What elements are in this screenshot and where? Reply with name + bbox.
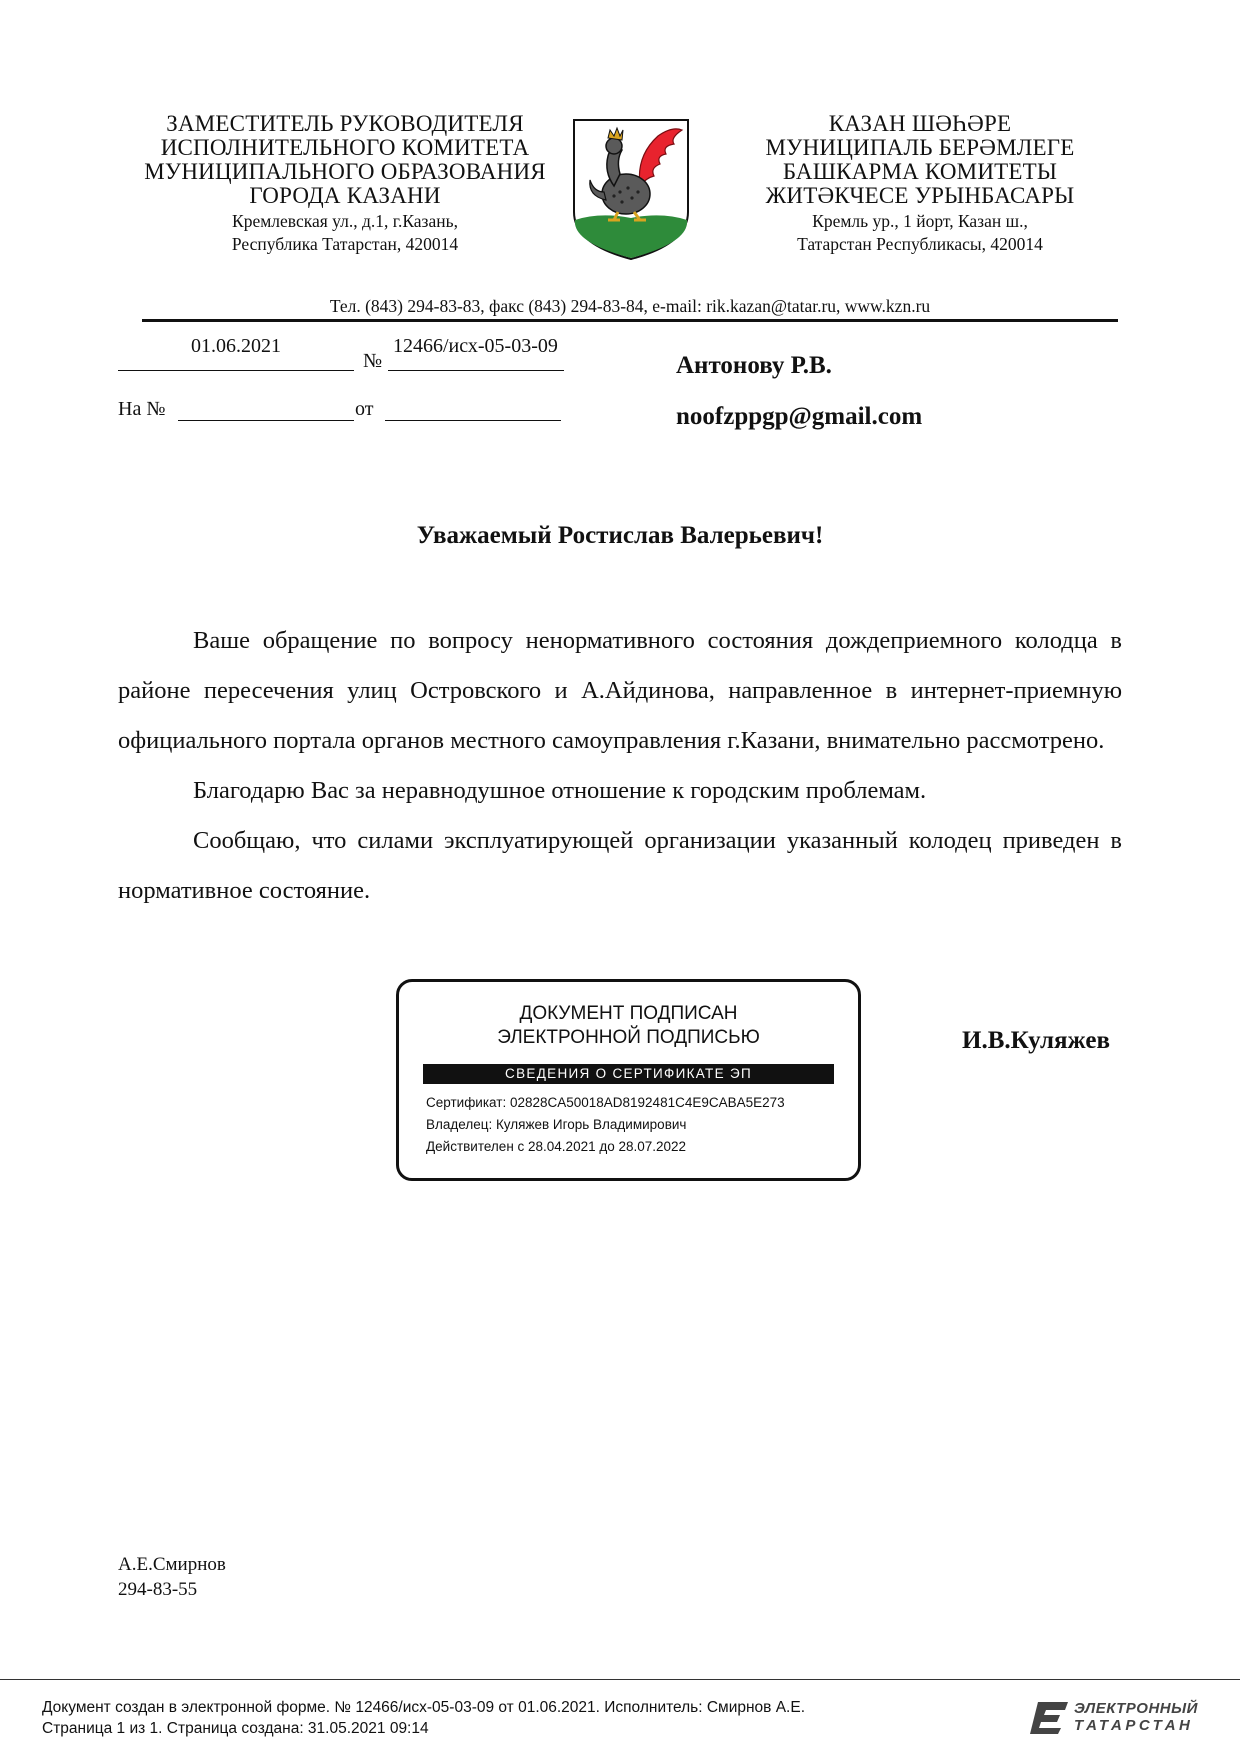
header-divider: [142, 319, 1118, 322]
footer-divider: [0, 1679, 1240, 1680]
footer-text: [42, 1697, 805, 1739]
number-label: №: [363, 350, 383, 372]
electronic-tatarstan-logo-icon: [1030, 1700, 1070, 1741]
executor-phone: 294-83-55: [118, 1579, 198, 1600]
stamp-certificate-bar: СВЕДЕНИЯ О СЕРТИФИКАТЕ ЭП: [423, 1064, 834, 1084]
paragraph: Сообщаю, что силами эксплуатирующей организации указанный колодец приведен в нормативное состояние.: [118, 827, 1122, 904]
from-label: от: [355, 398, 374, 420]
electronic-tatarstan-logo: [1030, 1698, 1200, 1738]
stamp-title: ДОКУМЕНТ ПОДПИСАН ЭЛЕКТРОННОЙ ПОДПИСЬЮ: [497, 1003, 760, 1048]
paragraph: Благодарю Вас за неравнодушное отношение к городским проблемам.: [193, 777, 927, 804]
header-right-title: КАЗАН ШӘҺӘРЕ МУНИЦИПАЛЬ БЕРӘМЛЕГЕ БАШКАРМА КОМИТЕТЫ ЖИТӘКЧЕСЕ УРЫНБАСАРЫ: [765, 111, 1075, 208]
recipient-name: Антонову Р.В.: [676, 352, 832, 379]
header-contacts: Тел. (843) 294-83-83, факс (843) 294-83-84, e-mail: rik.kazan@tatar.ru, www.kzn.ru: [329, 296, 931, 316]
letter-body: [118, 616, 1122, 916]
header-left: [120, 112, 570, 256]
paragraph: Ваше обращение по вопросу ненормативного состояния дождеприемного колодца в районе пересечения улиц Островского и А.Айдинова, направленное в интернет-приемную официального портала органов местного самоуправления г.Казани, внимательно рассмотрено.: [118, 627, 1122, 754]
ref-label: На №: [118, 398, 166, 420]
kazan-coat-of-arms-icon: [570, 116, 692, 262]
executor-name: А.Е.Смирнов: [118, 1554, 226, 1575]
stamp-details: [426, 1092, 858, 1158]
stamp-owner: Владелец: Куляжев Игорь Владимирович: [426, 1117, 687, 1132]
header-left-title: ЗАМЕСТИТЕЛЬ РУКОВОДИТЕЛЯ ИСПОЛНИТЕЛЬНОГО КОМИТЕТА МУНИЦИПАЛЬНОГО ОБРАЗОВАНИЯ ГОРОДА КАЗАНИ: [144, 111, 546, 208]
date-field: [118, 335, 354, 371]
ref-number-field: [178, 398, 354, 421]
logo-line-2: ТАТАРСТАН: [1074, 1717, 1194, 1734]
stamp-certificate: Сертификат: 02828CA50018AD8192481C4E9CABA5E273: [426, 1095, 785, 1110]
number-value: 12466/исх-05-03-09: [393, 335, 558, 357]
header-left-address: Кремлевская ул., д.1, г.Казань, Республика Татарстан, 420014: [231, 211, 459, 254]
signature-stamp: [396, 979, 861, 1181]
stamp-validity: Действителен с 28.04.2021 до 28.07.2022: [426, 1139, 687, 1154]
ref-date-field: [385, 398, 561, 421]
number-field: [388, 335, 564, 371]
executor: [118, 1552, 226, 1602]
footer-line-1: Документ создан в электронной форме. № 12466/исх-05-03-09 от 01.06.2021. Исполнитель: Смирнов А.Е.: [42, 1699, 806, 1716]
date-value: 01.06.2021: [191, 335, 281, 357]
header-right-address: Кремль ур., 1 йорт, Казан ш., Татарстан Республикасы, 420014: [797, 211, 1043, 254]
salutation: Уважаемый Ростислав Валерьевич!: [416, 522, 824, 549]
logo-line-1: ЭЛЕКТРОННЫЙ: [1074, 1700, 1198, 1717]
signer-name: И.В.Куляжев: [962, 1027, 1110, 1054]
recipient-email: noofzppgp@gmail.com: [676, 403, 923, 430]
footer-line-2: Страница 1 из 1. Страница создана: 31.05.2021 09:14: [42, 1720, 429, 1737]
header-right: [705, 112, 1135, 256]
